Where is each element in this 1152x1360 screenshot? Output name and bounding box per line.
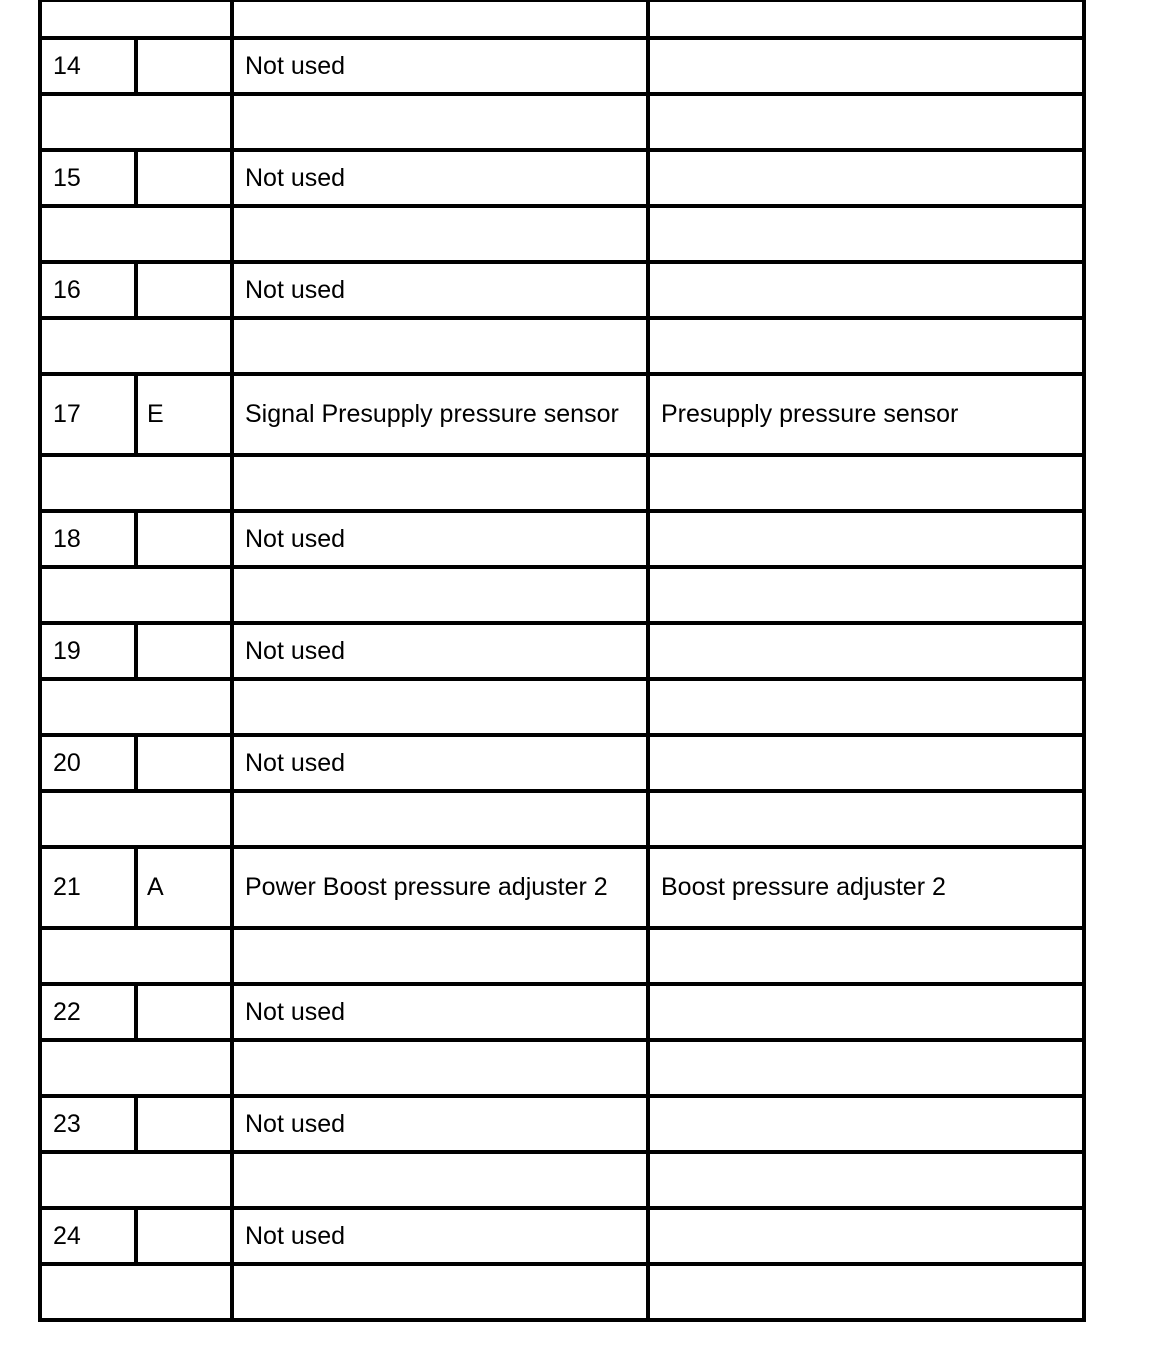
description-cell bbox=[232, 511, 648, 567]
spacer-cell bbox=[40, 455, 232, 511]
description-cell bbox=[232, 1208, 648, 1264]
pin-number: 16 bbox=[53, 275, 81, 304]
description-cell bbox=[232, 1096, 648, 1152]
table-row-spacer bbox=[40, 94, 1084, 150]
table-row-pin-24 bbox=[40, 1208, 1084, 1264]
table-row-pin-18 bbox=[40, 511, 1084, 567]
pin-number-cell bbox=[40, 38, 136, 94]
spacer-cell bbox=[40, 791, 232, 847]
description: Not used bbox=[245, 51, 346, 80]
table-row-spacer bbox=[40, 1040, 1084, 1096]
pin-number-cell bbox=[40, 511, 136, 567]
table-row-pin-14 bbox=[40, 38, 1084, 94]
pin-number-cell bbox=[40, 1096, 136, 1152]
pin-number-cell bbox=[40, 847, 136, 928]
description-cell bbox=[232, 847, 648, 928]
pin-number: 19 bbox=[53, 636, 81, 665]
table-row-spacer bbox=[40, 318, 1084, 374]
spacer-cell bbox=[40, 567, 232, 623]
spacer-cell bbox=[648, 567, 1084, 623]
description: Not used bbox=[245, 163, 346, 192]
pin-number-cell bbox=[40, 374, 136, 455]
spacer-cell bbox=[40, 928, 232, 984]
pin-number-cell bbox=[40, 150, 136, 206]
table-row-pin-19 bbox=[40, 623, 1084, 679]
description-cell bbox=[232, 150, 648, 206]
description: Not used bbox=[245, 748, 346, 777]
spacer-cell bbox=[232, 206, 648, 262]
signal-code: A bbox=[147, 873, 164, 901]
signal-code-cell bbox=[136, 511, 232, 567]
table-row-pin-16 bbox=[40, 262, 1084, 318]
table-row-spacer bbox=[40, 1152, 1084, 1208]
pin-number: 21 bbox=[53, 873, 81, 901]
description: Not used bbox=[245, 1109, 346, 1138]
table-row-spacer bbox=[40, 1264, 1084, 1320]
spacer-cell bbox=[232, 1040, 648, 1096]
spacer-cell bbox=[232, 791, 648, 847]
signal-code-cell bbox=[136, 623, 232, 679]
component-cell bbox=[648, 38, 1084, 94]
component-cell bbox=[648, 374, 1084, 455]
signal-code-cell bbox=[136, 847, 232, 928]
pin-number: 24 bbox=[53, 1221, 81, 1250]
spacer-cell bbox=[232, 1264, 648, 1320]
signal-code-cell bbox=[136, 1096, 232, 1152]
table-row-spacer bbox=[40, 928, 1084, 984]
pin-number: 15 bbox=[53, 163, 81, 192]
component: Boost pressure adjuster 2 bbox=[661, 873, 946, 901]
table-row-spacer bbox=[40, 791, 1084, 847]
table-row-spacer bbox=[40, 206, 1084, 262]
description: Signal Presupply pressure sensor bbox=[245, 400, 619, 428]
spacer-cell bbox=[232, 567, 648, 623]
spacer-cell bbox=[648, 1040, 1084, 1096]
spacer-cell bbox=[648, 318, 1084, 374]
spacer-cell bbox=[40, 206, 232, 262]
pin-number-cell bbox=[40, 623, 136, 679]
description-cell bbox=[232, 623, 648, 679]
pin-number-cell bbox=[40, 262, 136, 318]
component-cell bbox=[648, 262, 1084, 318]
component-cell bbox=[648, 511, 1084, 567]
spacer-cell bbox=[40, 318, 232, 374]
spacer-cell bbox=[40, 94, 232, 150]
component-cell bbox=[648, 150, 1084, 206]
table-row-spacer bbox=[40, 679, 1084, 735]
pin-number-cell bbox=[40, 1208, 136, 1264]
description-cell bbox=[232, 984, 648, 1040]
table-row-pin-15 bbox=[40, 150, 1084, 206]
table-row-spacer-top bbox=[40, 0, 1084, 38]
spacer-cell bbox=[40, 1152, 232, 1208]
signal-code-cell bbox=[136, 150, 232, 206]
table-row-pin-17 bbox=[40, 374, 1084, 455]
component-cell bbox=[648, 1208, 1084, 1264]
spacer-cell bbox=[232, 679, 648, 735]
table-row-pin-20 bbox=[40, 735, 1084, 791]
description: Not used bbox=[245, 275, 346, 304]
description-cell bbox=[232, 735, 648, 791]
description: Not used bbox=[245, 636, 346, 665]
spacer-cell bbox=[648, 1264, 1084, 1320]
spacer-cell bbox=[232, 928, 648, 984]
signal-code-cell bbox=[136, 262, 232, 318]
spacer-cell bbox=[40, 679, 232, 735]
table-row-pin-23 bbox=[40, 1096, 1084, 1152]
table-row-spacer bbox=[40, 567, 1084, 623]
spacer-cell bbox=[40, 1264, 232, 1320]
spacer-cell bbox=[648, 206, 1084, 262]
description-cell bbox=[232, 374, 648, 455]
pin-number: 20 bbox=[53, 748, 81, 777]
pin-assignment-table bbox=[38, 0, 1086, 1322]
pin-number: 23 bbox=[53, 1109, 81, 1138]
spacer-cell bbox=[40, 0, 232, 38]
spacer-cell bbox=[648, 928, 1084, 984]
spacer-cell bbox=[232, 94, 648, 150]
pin-number: 17 bbox=[53, 400, 81, 428]
spacer-cell bbox=[232, 1152, 648, 1208]
table-row-pin-22 bbox=[40, 984, 1084, 1040]
component: Presupply pressure sensor bbox=[661, 400, 959, 428]
spacer-cell bbox=[232, 0, 648, 38]
spacer-cell bbox=[648, 679, 1084, 735]
component-cell bbox=[648, 847, 1084, 928]
component-cell bbox=[648, 623, 1084, 679]
spacer-cell bbox=[648, 94, 1084, 150]
component-cell bbox=[648, 735, 1084, 791]
table-row-pin-21 bbox=[40, 847, 1084, 928]
description-cell bbox=[232, 38, 648, 94]
description: Power Boost pressure adjuster 2 bbox=[245, 873, 608, 901]
pin-number: 14 bbox=[53, 51, 81, 80]
table-row-spacer bbox=[40, 455, 1084, 511]
spacer-cell bbox=[232, 455, 648, 511]
description: Not used bbox=[245, 997, 346, 1026]
signal-code: E bbox=[147, 400, 164, 428]
spacer-cell bbox=[232, 318, 648, 374]
signal-code-cell bbox=[136, 735, 232, 791]
component-cell bbox=[648, 984, 1084, 1040]
description: Not used bbox=[245, 524, 346, 553]
spacer-cell bbox=[648, 455, 1084, 511]
description-cell bbox=[232, 262, 648, 318]
component-cell bbox=[648, 1096, 1084, 1152]
pin-number: 18 bbox=[53, 524, 81, 553]
pin-number-cell bbox=[40, 735, 136, 791]
signal-code-cell bbox=[136, 374, 232, 455]
spacer-cell bbox=[648, 791, 1084, 847]
description: Not used bbox=[245, 1221, 346, 1250]
spacer-cell bbox=[648, 1152, 1084, 1208]
signal-code-cell bbox=[136, 984, 232, 1040]
signal-code-cell bbox=[136, 38, 232, 94]
spacer-cell bbox=[40, 1040, 232, 1096]
spacer-cell bbox=[648, 0, 1084, 38]
pin-number: 22 bbox=[53, 997, 81, 1026]
pin-number-cell bbox=[40, 984, 136, 1040]
signal-code-cell bbox=[136, 1208, 232, 1264]
